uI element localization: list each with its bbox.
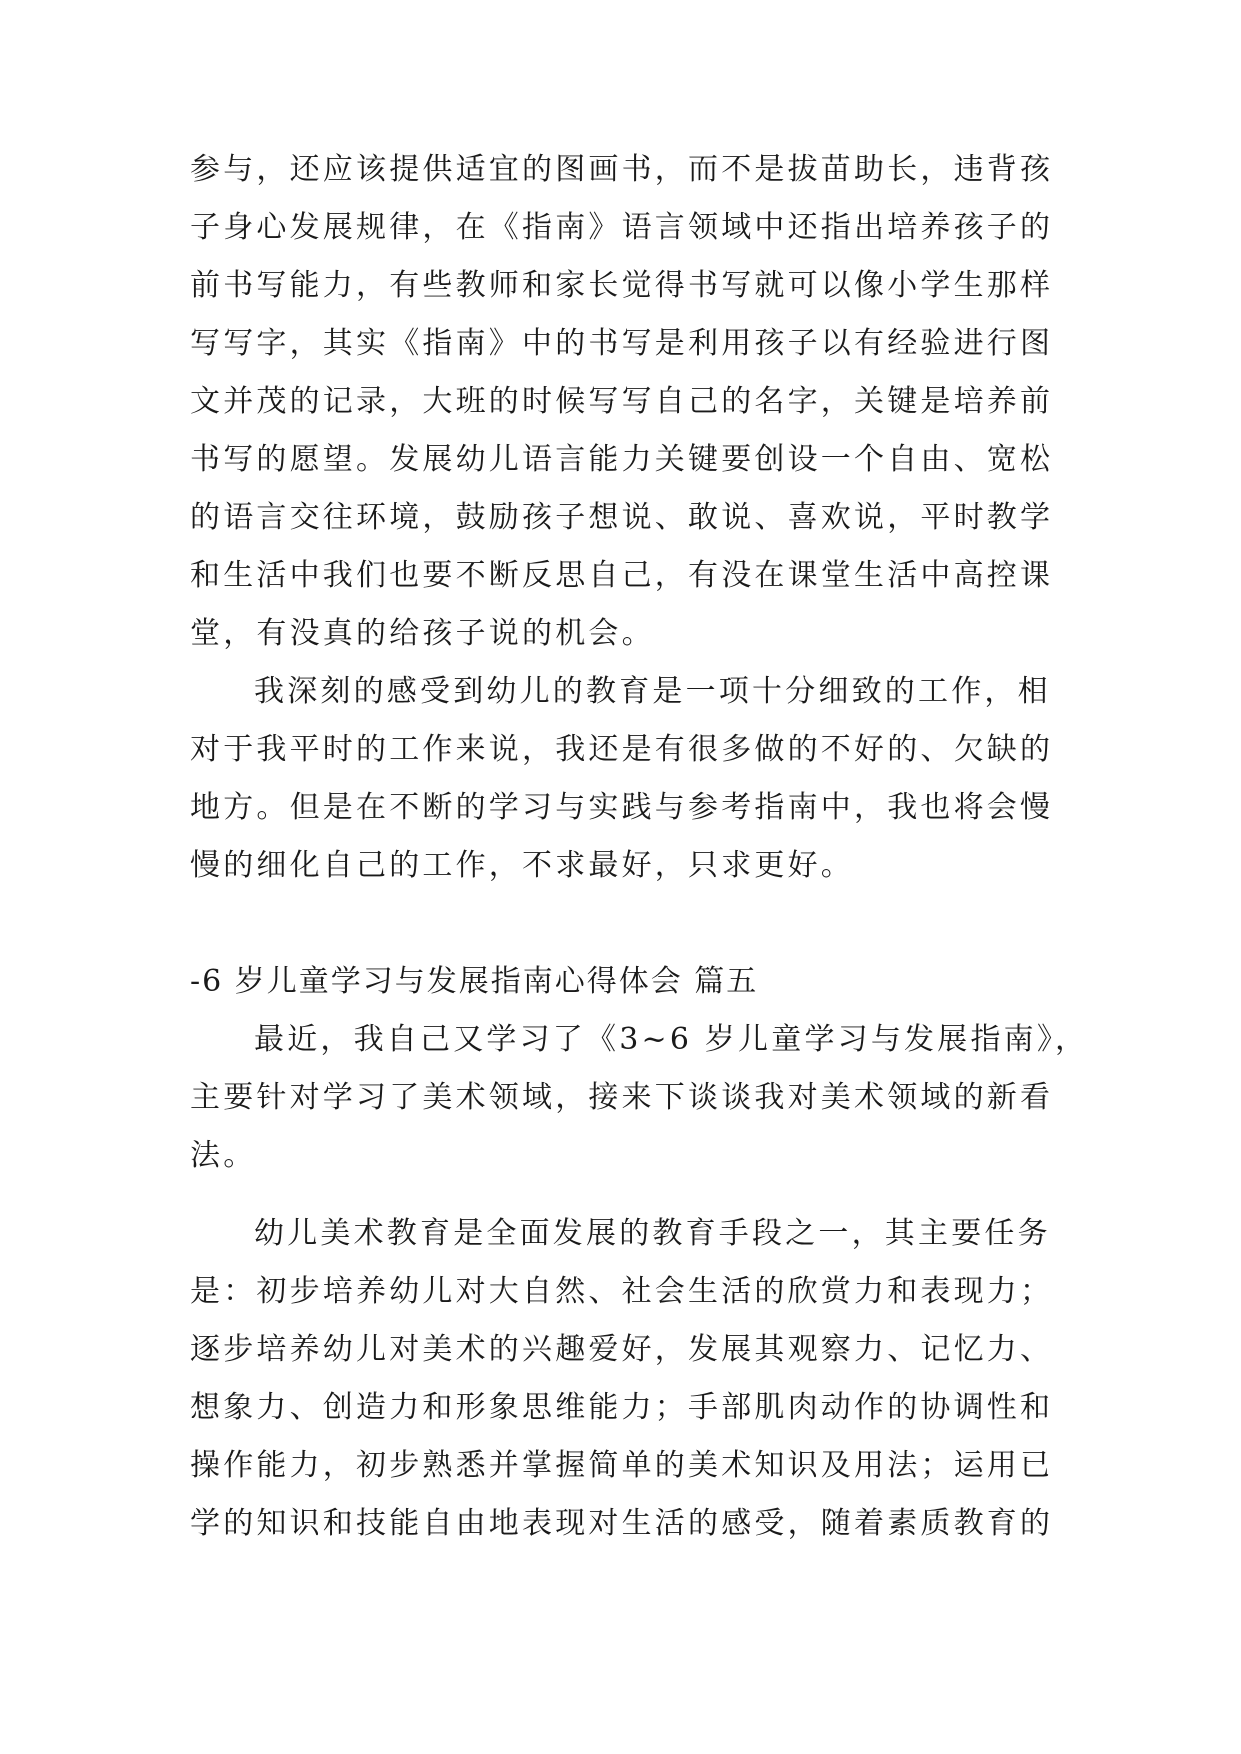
paragraph-line: 慢的细化自己的工作，不求最好，只求更好。	[190, 848, 854, 883]
paragraph-line: 逐步培养幼儿对美术的兴趣爱好，发展其观察力、记忆力、	[190, 1332, 1054, 1367]
paragraph-line: 学的知识和技能自由地表现对生活的感受，随着素质教育的	[190, 1506, 1054, 1541]
paragraph-line: 是：初步培养幼儿对大自然、社会生活的欣赏力和表现力；	[190, 1274, 1054, 1309]
paragraph-line: 写写字，其实《指南》中的书写是利用孩子以有经验进行图	[190, 326, 1054, 361]
paragraph-line: 对于我平时的工作来说，我还是有很多做的不好的、欠缺的	[190, 732, 1054, 767]
paragraph-line: 堂，有没真的给孩子说的机会。	[190, 616, 655, 651]
paragraph-line: 书写的愿望。发展幼儿语言能力关键要创设一个自由、宽松	[190, 442, 1054, 477]
paragraph-line: 幼儿美术教育是全面发展的教育手段之一，其主要任务	[254, 1216, 1051, 1251]
paragraph-line: 前书写能力，有些教师和家长觉得书写就可以像小学生那样	[190, 268, 1054, 303]
paragraph-line: 我深刻的感受到幼儿的教育是一项十分细致的工作，相	[254, 674, 1051, 709]
paragraph-line: 的语言交往环境，鼓励孩子想说、敢说、喜欢说，平时教学	[190, 500, 1054, 535]
paragraph-line: 文并茂的记录，大班的时候写写自己的名字，关键是培养前	[190, 384, 1054, 419]
paragraph-line: 参与，还应该提供适宜的图画书，而不是拔苗助长，违背孩	[190, 152, 1054, 187]
paragraph-line: 地方。但是在不断的学习与实践与参考指南中，我也将会慢	[190, 790, 1054, 825]
paragraph-line: 主要针对学习了美术领域，接来下谈谈我对美术领域的新看	[190, 1080, 1054, 1115]
paragraph-line: 操作能力，初步熟悉并掌握简单的美术知识及用法；运用已	[190, 1448, 1054, 1483]
paragraph-line: 最近，我自己又学习了《3~6 岁儿童学习与发展指南》，	[254, 1022, 1089, 1057]
paragraph-line: 想象力、创造力和形象思维能力；手部肌肉动作的协调性和	[190, 1390, 1054, 1425]
paragraph-line: 子身心发展规律，在《指南》语言领域中还指出培养孩子的	[190, 210, 1054, 245]
paragraph-line: 法。	[190, 1138, 257, 1173]
paragraph-line: 和生活中我们也要不断反思自己，有没在课堂生活中高控课	[190, 558, 1054, 593]
section-heading: -6 岁儿童学习与发展指南心得体会 篇五	[190, 964, 759, 999]
